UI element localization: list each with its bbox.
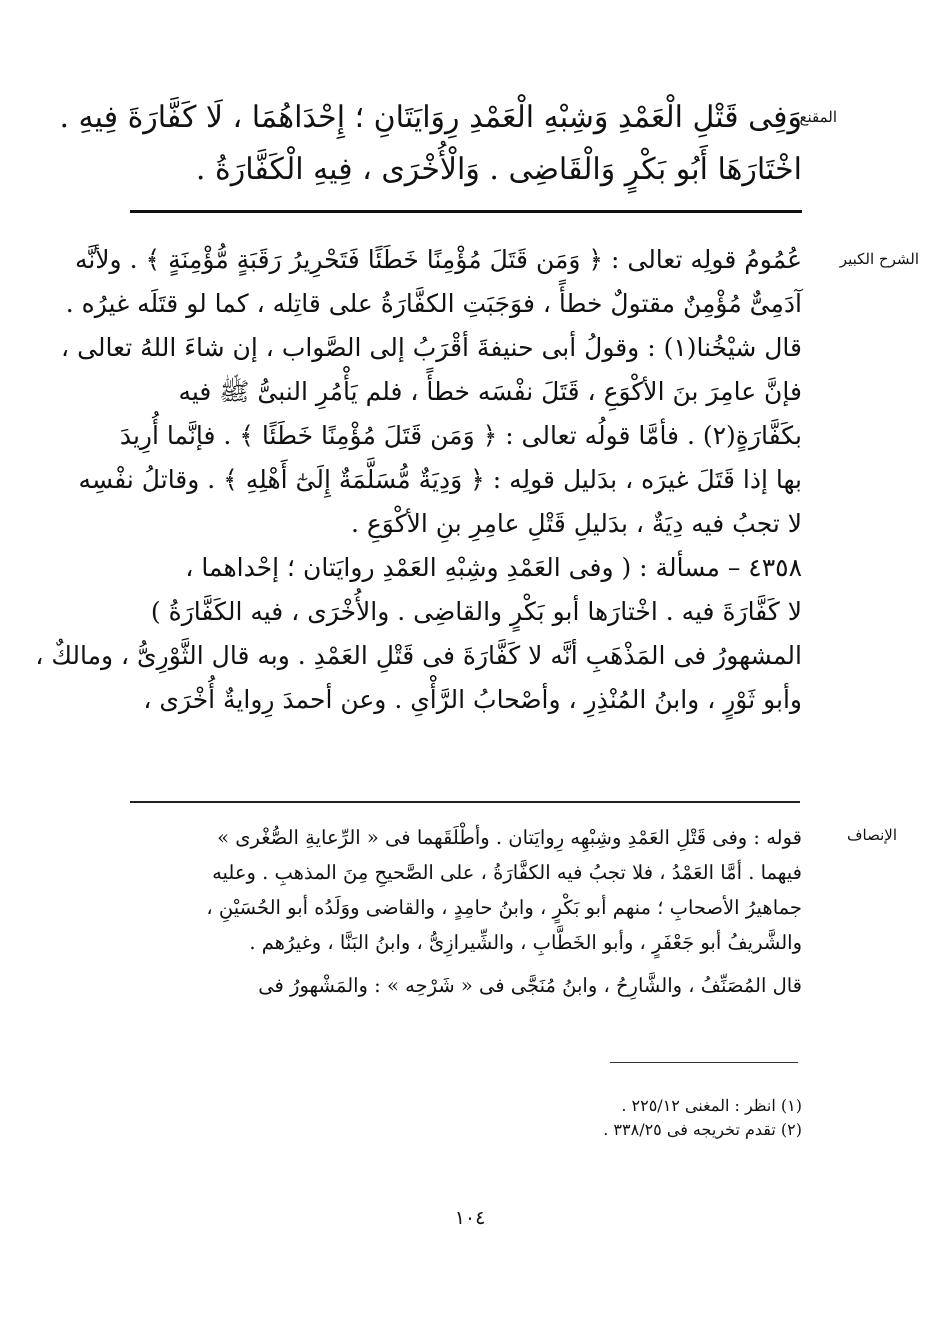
sharh-line: بكَفَّارَةٍ(٢) . فأمَّا قولُه تعالى : ﴿ وَمَن قَتَلَ مُؤْمِنًا خَطَئًا ﴾ . فإنَّما أُرِيدَ xyxy=(119,421,802,450)
insaf-line: والشَّريفُ أبو جَعْفَرٍ ، وأبو الخَطَّابِ ، والشِّيرازِىُّ ، وابنُ البَنَّا ، وغيرُهم . xyxy=(249,931,802,954)
insaf-line: فيهما . أمَّا العَمْدُ ، فلا تجبُ فيه الكفَّارَةُ ، على الصَّحيحِ مِنَ المذهبِ . وعليه xyxy=(212,861,802,884)
section-divider xyxy=(130,210,802,213)
sharh-line: لا كَفَّارَةَ فيه . اخْتارَها أبو بَكْرٍ والقاضِى . والأُخْرَى ، فيه الكَفَّارَةُ ) xyxy=(150,597,802,626)
sharh-line: بها إذا قَتَلَ غيرَه ، بدَليل قولِه : ﴿ وَدِيَةٌ مُّسَلَّمَةٌ إِلَىٰٓ أَهْلِهِ ﴾ . وقاتلُ نفْسِه xyxy=(78,465,802,494)
insaf-line: قوله : وفى قَتْلِ العَمْدِ وشِبْهِه رِوايَتان . وأطْلَقَهما فى « الرِّعايةِ الصُّغْرى » xyxy=(217,826,802,849)
muqni-line: وَفِى قَتْلِ الْعَمْدِ وَشِبْهِ الْعَمْدِ رِوَايَتَانِ ؛ إِحْدَاهُمَا ، لَا كَفَّارَةَ فِيهِ . xyxy=(59,100,802,135)
sharh-line: لا تجبُ فيه دِيَةٌ ، بدَليلِ قَتْلِ عامِرِ بنِ الأكْوَعِ . xyxy=(350,509,802,538)
insaf-text xyxy=(130,820,802,1003)
muqni-line: اخْتَارَهَا أَبُو بَكْرٍ وَالْقَاضِى . وَالْأُخْرَى ، فِيهِ الْكَفَّارَةُ . xyxy=(195,152,802,187)
section-label-sharh: الشرح الكبير xyxy=(839,250,919,268)
section-divider xyxy=(130,801,800,803)
footnotes xyxy=(400,1094,802,1142)
sharh-line: عُمُومُ قولِه تعالى : ﴿ وَمَن قَتَلَ مُؤْمِنًا خَطَئًا فَتَحْرِيرُ رَقَبَةٍ مُّؤْمِنَةٍ ﴾ . ولأنَّه xyxy=(74,245,802,274)
sharh-line masala-heading: ٤٣٥٨ – مسألة : ( وفى العَمْدِ وشِبْهِ العَمْدِ روايَتان ؛ إحْداهما ، xyxy=(185,553,802,582)
sharh-line: وأبو ثَوْرٍ ، وابنُ المُنْذِرِ ، وأصْحابُ الرَّأْىِ . وعن أحمدَ رِوايةٌ أُخْرَى ، xyxy=(143,685,802,714)
page-number: ١٠٤ xyxy=(454,1207,486,1229)
sharh-line: فإنَّ عامِرَ بنَ الأكْوَعِ ، قَتَلَ نفْسَه خطأً ، فلم يَأْمُرِ النبىُّ ﷺ فيه xyxy=(178,377,802,406)
sharh-text xyxy=(35,238,802,722)
insaf-line: جماهيرُ الأصحابِ ؛ منهم أبو بَكْرٍ ، وابنُ حامِدٍ ، والقاضى ووَلَدُه أبو الحُسَيْنِ ، xyxy=(206,896,802,919)
sharh-line: المشهورُ فى المَذْهَبِ أنَّه لا كَفَّارَةَ فى قَتْلِ العَمْدِ . وبه قال الثَّوْرِىُّ ، ومالكٌ ، xyxy=(35,641,802,670)
footnote: (١) انظر : المغنى ٢٢٥/١٢ . xyxy=(621,1096,802,1115)
section-label-insaf: الإنصاف xyxy=(846,826,897,844)
footnote-divider xyxy=(610,1062,798,1063)
sharh-line: قال شيْخُنا(١) : وقولُ أبى حنيفةَ أقْرَبُ إلى الصَّواب ، إن شاءَ اللهُ تعالى ، xyxy=(61,333,802,362)
section-label-muqni: المقنع xyxy=(799,108,837,126)
footnote: (٢) تقدم تخريجه فى ٣٣٨/٢٥ . xyxy=(603,1120,802,1139)
insaf-line: قال المُصَنِّفُ ، والشَّارِحُ ، وابنُ مُنَجَّى فى « شَرْحِه » : والمَشْهورُ فى xyxy=(258,974,802,997)
sharh-line: آدَمِىٌّ مُؤْمِنٌ مقتولٌ خطأً ، فوَجَبَتِ الكفَّارَةُ على قاتِله ، كما لو قتَلَه غيرُه . xyxy=(65,289,802,318)
muqni-text xyxy=(59,92,802,196)
